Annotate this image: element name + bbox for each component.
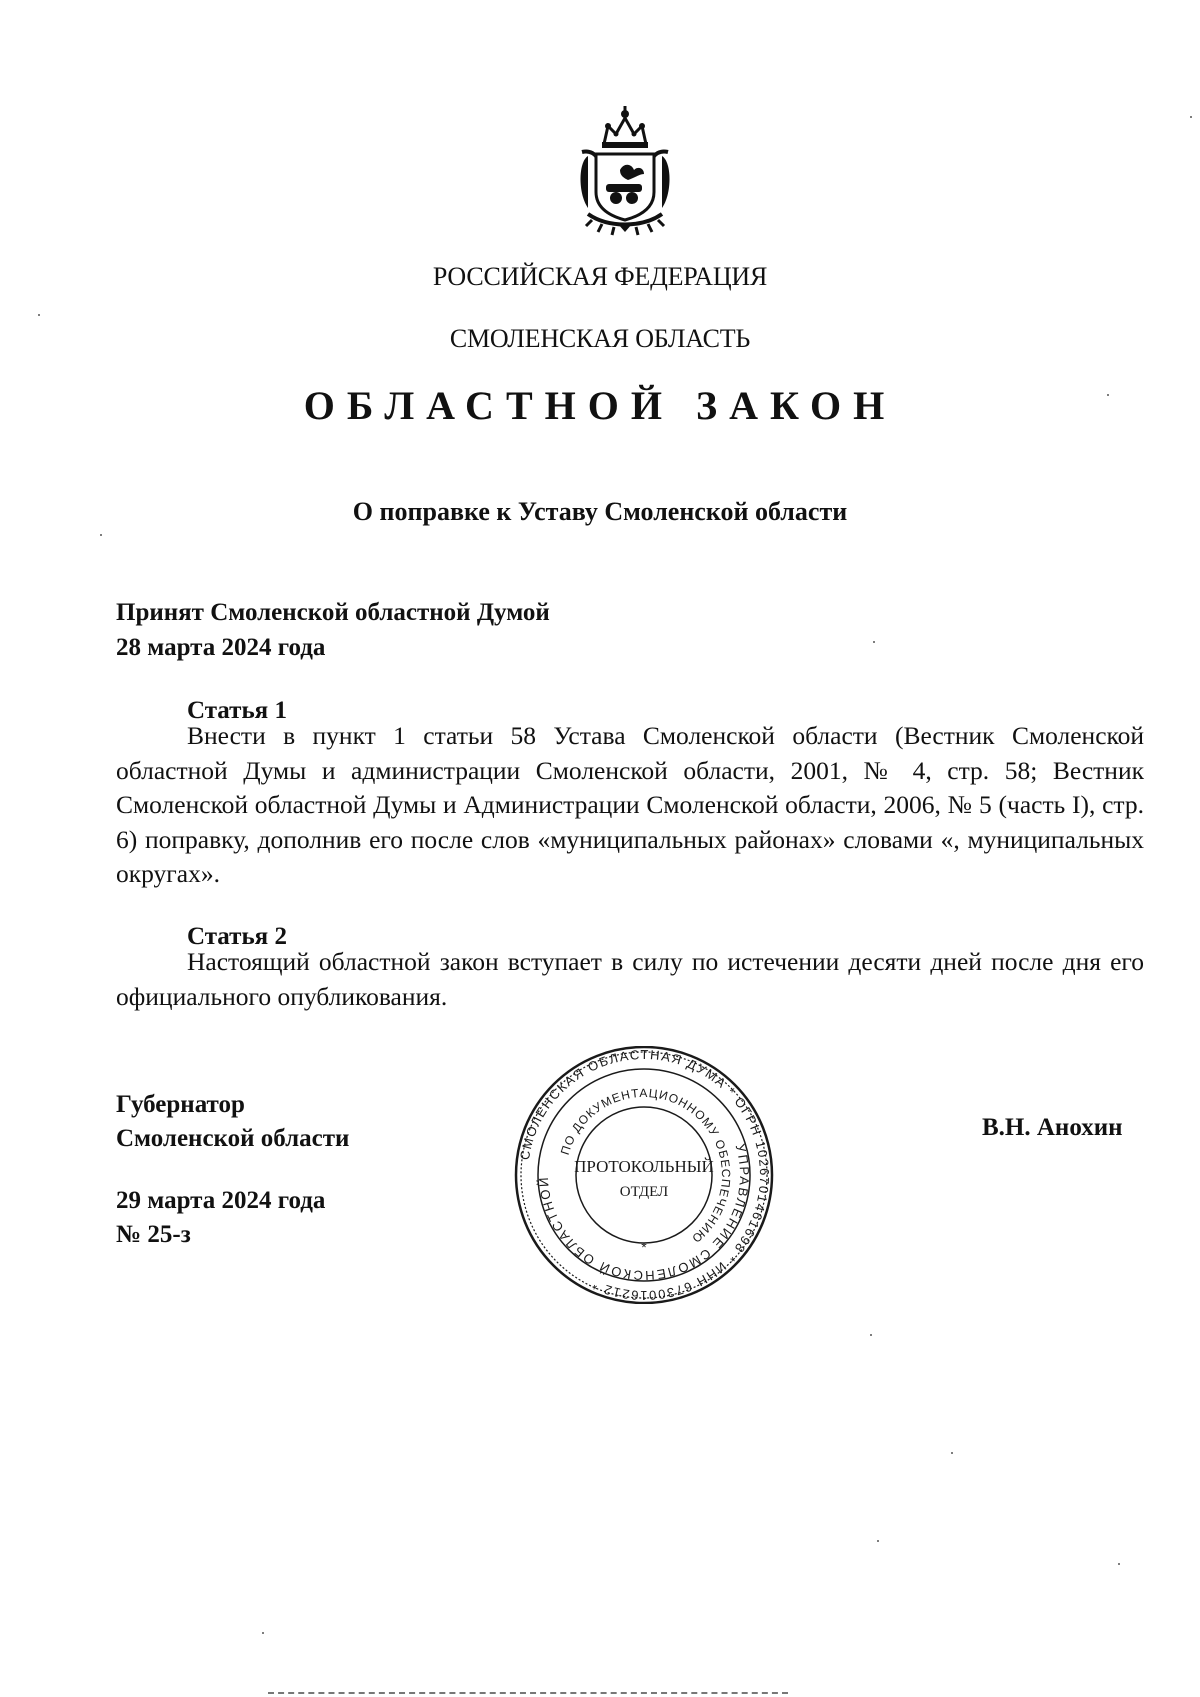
seal-star-icon: * — [641, 1239, 647, 1255]
law-number: № 25-з — [116, 1221, 191, 1248]
seal-middle-text: УПРАВЛЕНИЕ СМОЛЕНСКОЙ ОБЛАСТНОЙ — [535, 1142, 753, 1284]
seal-outer-text: СМОЛЕНСКАЯ ОБЛАСТНАЯ ДУМА * ОГРН 1026701461698 * ИНН 6730016212 * — [516, 1046, 773, 1304]
scan-speck — [870, 1334, 872, 1336]
adoption-body: Принят Смоленской областной Думой — [116, 599, 550, 626]
scan-speck — [951, 1452, 953, 1454]
signing-date: 29 марта 2024 года — [116, 1187, 326, 1214]
coat-of-arms-icon — [568, 104, 682, 236]
signing-details — [116, 1184, 325, 1252]
article-1-title: Статья 1 — [187, 697, 287, 724]
adoption-note — [116, 595, 550, 665]
signer-name: В.Н. Анохин — [982, 1114, 1123, 1141]
signer-position-line2: Смоленской области — [116, 1125, 350, 1152]
seal-center-line1: ПРОТОКОЛЬНЫЙ — [574, 1157, 714, 1176]
scan-speck — [1190, 116, 1192, 118]
scan-speck — [1107, 394, 1109, 396]
document-type-heading: ОБЛАСТНОЙ ЗАКОН — [303, 383, 897, 428]
seal-inner-text: ПО ДОКУМЕНТАЦИОННОМУ ОБЕСПЕЧЕНИЮ — [557, 1085, 734, 1247]
country-name: РОССИЙСКАЯ ФЕДЕРАЦИЯ — [432, 262, 768, 291]
scan-speck — [100, 534, 102, 536]
law-subject-title: О поправке к Уставу Смоленской области — [352, 497, 848, 526]
official-seal-stamp — [510, 1046, 778, 1304]
signer-position — [116, 1088, 349, 1156]
article-2-text: Настоящий областной закон вступает в силу по истечении десяти дней после дня его официального опубликования. — [116, 947, 1144, 1011]
signer-position-line1: Губернатор — [116, 1091, 245, 1118]
scan-speck — [1118, 1563, 1120, 1565]
scan-speck — [262, 1632, 264, 1634]
article-1-text: Внести в пункт 1 статьи 58 Устава Смоленской области (Вестник Смоленской областной Думы и администрации Смоленской области, 2001, № 4, стр. 58; Вестник Смоленской областной Думы и Администрации Смоленской области, 2006, № 5 (часть I), стр. 6) поправку, дополнив его после слов «муниципальных районах» словами «, муниципальных округах». — [116, 721, 1144, 888]
region-name: СМОЛЕНСКАЯ ОБЛАСТЬ — [449, 324, 751, 353]
scan-speck — [873, 641, 875, 643]
scan-speck — [877, 1540, 879, 1542]
article-2-title: Статья 2 — [187, 923, 287, 950]
scan-bottom-edge — [268, 1692, 788, 1694]
adoption-date: 28 марта 2024 года — [116, 634, 326, 661]
seal-center-line2: ОТДЕЛ — [619, 1184, 669, 1200]
scan-speck — [38, 314, 40, 316]
